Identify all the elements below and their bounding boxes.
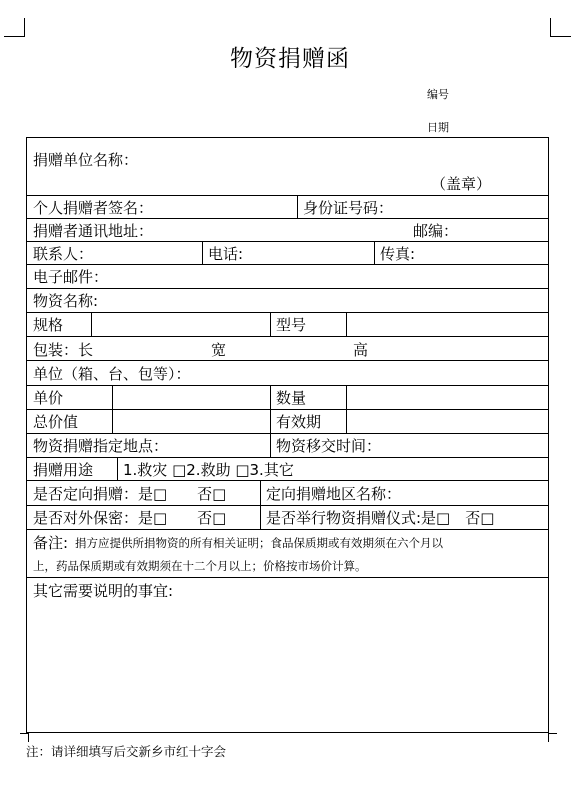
divider <box>346 386 347 409</box>
row-signature <box>27 196 548 219</box>
goods-name-label: 物资名称: <box>33 292 99 310</box>
unit-price-label: 单价 <box>33 389 64 407</box>
crop-mark-top-left <box>4 18 25 37</box>
crop-mark-bottom-left <box>20 733 29 742</box>
signature-label: 个人捐赠者签名： <box>33 198 154 217</box>
fax-label: 传真: <box>380 244 416 263</box>
remarks-prefix: 备注: <box>33 534 69 552</box>
row-spec <box>27 313 548 337</box>
divider <box>346 410 347 433</box>
row-total <box>27 410 548 434</box>
row-address <box>27 219 548 242</box>
row-confidential <box>27 506 548 530</box>
contact-person-label: 联系人： <box>33 244 94 263</box>
date-label: 日期 <box>427 121 449 134</box>
other-matters-label: 其它需要说明的事宜: <box>33 582 174 600</box>
remarks-line-2: 上，药品保质期或有效期须在十二个月以上；价格按市场价计算。 <box>33 559 367 573</box>
divider <box>112 410 113 433</box>
donation-form <box>26 137 549 733</box>
location-label: 物资捐赠指定地点： <box>33 437 169 455</box>
row-email <box>27 265 548 289</box>
crop-mark-top-right <box>550 18 571 37</box>
remarks-line-1: 捐方应提供所捐物资的所有相关证明；食品保质期或有效期须在六个月以 <box>75 536 443 550</box>
id-number-label: 身份证号码： <box>303 198 394 217</box>
row-directed <box>27 481 548 506</box>
confidential-label: 是否对外保密：是□ 否□ <box>33 509 227 527</box>
directed-region-label: 定向捐赠地区名称： <box>266 484 402 503</box>
row-donor-unit <box>27 138 548 196</box>
unit-label: 单位（箱、台、包等）： <box>33 364 191 383</box>
divider <box>346 313 347 336</box>
document-title: 物资捐赠函 <box>230 46 350 72</box>
divider <box>112 386 113 409</box>
postcode-label: 邮编： <box>413 221 459 240</box>
donor-unit-label: 捐赠单位名称： <box>33 151 139 169</box>
total-value-label: 总价值 <box>33 413 79 431</box>
row-purpose <box>27 458 548 481</box>
address-label: 捐赠者通讯地址： <box>33 221 154 240</box>
divider <box>91 313 92 336</box>
row-unit <box>27 361 548 386</box>
email-label: 电子邮件： <box>33 268 109 286</box>
row-location <box>27 434 548 458</box>
purpose-options: 1.救灾 □2.救助 □3.其它 <box>123 460 294 479</box>
footer-note: 注：请详细填写后交新乡市红十字会 <box>26 744 227 759</box>
quantity-label: 数量 <box>276 389 307 407</box>
packing-height-label: 高 <box>353 341 369 359</box>
packing-width-label: 宽 <box>211 341 227 359</box>
row-contact <box>27 242 548 265</box>
row-price <box>27 386 548 410</box>
phone-label: 电话: <box>208 244 244 263</box>
directed-donation-label: 是否定向捐赠：是□ 否□ <box>33 484 227 503</box>
spec-label: 规格 <box>33 316 64 334</box>
seal-label: （盖章） <box>431 175 492 193</box>
row-remarks <box>27 530 548 578</box>
number-label: 编号 <box>427 88 449 101</box>
purpose-label: 捐赠用途 <box>33 460 94 479</box>
row-goods-name <box>27 289 548 313</box>
handover-time-label: 物资移交时间： <box>276 437 382 455</box>
packing-length-label: 包装：长 <box>33 341 94 359</box>
ceremony-label: 是否举行物资捐赠仪式:是□ 否□ <box>266 509 495 527</box>
row-packing <box>27 337 548 361</box>
row-other-matters <box>27 578 548 732</box>
crop-mark-bottom-right <box>548 733 557 742</box>
model-label: 型号 <box>276 316 307 334</box>
validity-label: 有效期 <box>276 413 322 431</box>
